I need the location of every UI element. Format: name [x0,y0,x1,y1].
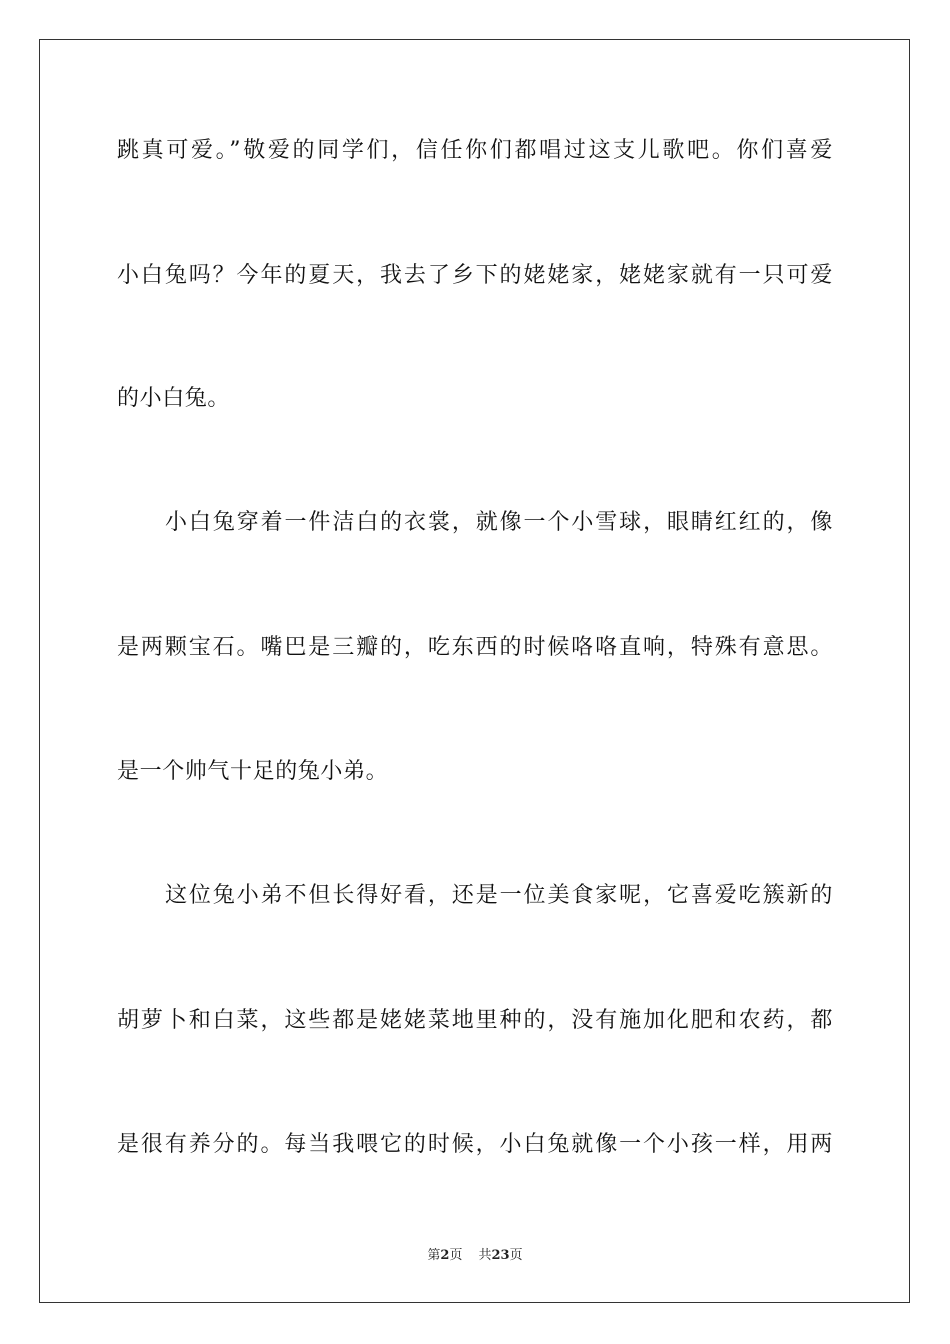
footer-page-suffix: 页 [449,1248,463,1263]
text-line-9: 是很有养分的。每当我喂它的时候，小白兔就像一个小孩一样，用两 [117,1132,833,1157]
footer-total-prefix: 共 [478,1248,492,1263]
footer-total-number: 23 [491,1248,510,1263]
page-footer [0,1247,950,1265]
footer-page-number: 2 [440,1248,450,1263]
footer-total-suffix: 页 [509,1248,523,1263]
page-border [39,39,910,1303]
text-line-3: 的小白兔。 [117,386,231,411]
text-line-5: 是两颗宝石。嘴巴是三瓣的，吃东西的时候咯咯直响，特殊有意思。 [117,635,833,660]
footer-page-prefix: 第 [427,1248,441,1263]
text-line-6: 是一个帅气十足的兔小弟。 [117,759,389,784]
text-line-2: 小白兔吗？今年的夏天，我去了乡下的姥姥家，姥姥家就有一只可爱 [117,263,833,288]
text-line-8: 胡萝卜和白菜，这些都是姥姥菜地里种的，没有施加化肥和农药，都 [117,1008,833,1033]
paragraph-start-line-4: 小白兔穿着一件洁白的衣裳，就像一个小雪球，眼睛红红的，像 [165,510,833,535]
paragraph-start-line-7: 这位兔小弟不但长得好看，还是一位美食家呢，它喜爱吃簇新的 [165,883,833,908]
text-line-1: 跳真可爱。”敬爱的同学们，信任你们都唱过这支儿歌吧。你们喜爱 [117,138,833,163]
